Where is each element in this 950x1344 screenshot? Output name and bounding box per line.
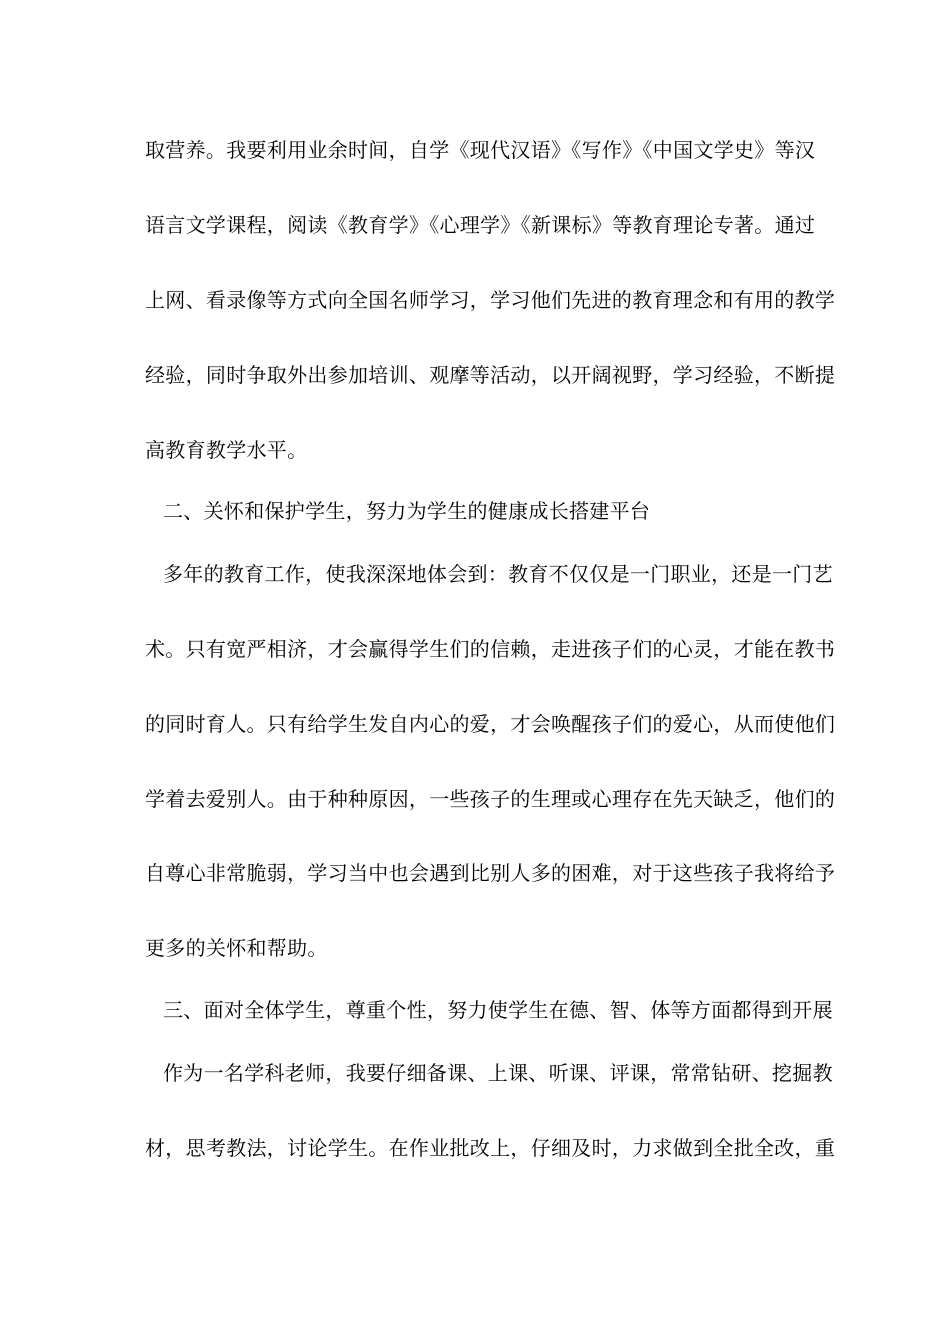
paragraph-line: 材，思考教法，讨论学生。在作业批改上，仔细及时，力求做到全批全改，重 xyxy=(145,1136,836,1160)
paragraph-line: 学着去爱别人。由于种种原因，一些孩子的生理或心理存在先天缺乏，他们的 xyxy=(145,787,836,811)
paragraph-line: 经验，同时争取外出参加培训、观摩等活动，以开阔视野，学习经验，不断提 xyxy=(145,363,836,387)
section-heading: 三、面对全体学生，尊重个性，努力使学生在德、智、体等方面都得到开展 xyxy=(163,998,833,1022)
paragraph-line: 多年的教育工作，使我深深地体会到：教育不仅仅是一门职业，还是一门艺 xyxy=(163,562,833,586)
paragraph-line: 语言文学课程，阅读《教育学》《心理学》《新课标》等教育理论专著。通过 xyxy=(145,213,816,237)
paragraph-line: 高教育教学水平。 xyxy=(145,438,308,462)
section-heading: 二、关怀和保护学生，努力为学生的健康成长搭建平台 xyxy=(163,499,651,523)
paragraph-line: 作为一名学科老师，我要仔细备课、上课、听课、评课，常常钻研、挖掘教 xyxy=(163,1061,833,1085)
paragraph-line: 自尊心非常脆弱，学习当中也会遇到比别人多的困难，对于这些孩子我将给予 xyxy=(145,861,836,885)
paragraph-line: 上网、看录像等方式向全国名师学习，学习他们先进的教育理念和有用的教学 xyxy=(145,288,836,312)
paragraph-line: 取营养。我要利用业余时间，自学《现代汉语》《写作》《中国文学史》等汉 xyxy=(145,138,816,162)
paragraph-line: 术。只有宽严相济，才会赢得学生们的信赖，走进孩子们的心灵，才能在教书 xyxy=(145,637,836,661)
paragraph-line: 的同时育人。只有给学生发自内心的爱，才会唤醒孩子们的爱心，从而使他们 xyxy=(145,712,836,736)
paragraph-line: 更多的关怀和帮助。 xyxy=(145,936,328,960)
